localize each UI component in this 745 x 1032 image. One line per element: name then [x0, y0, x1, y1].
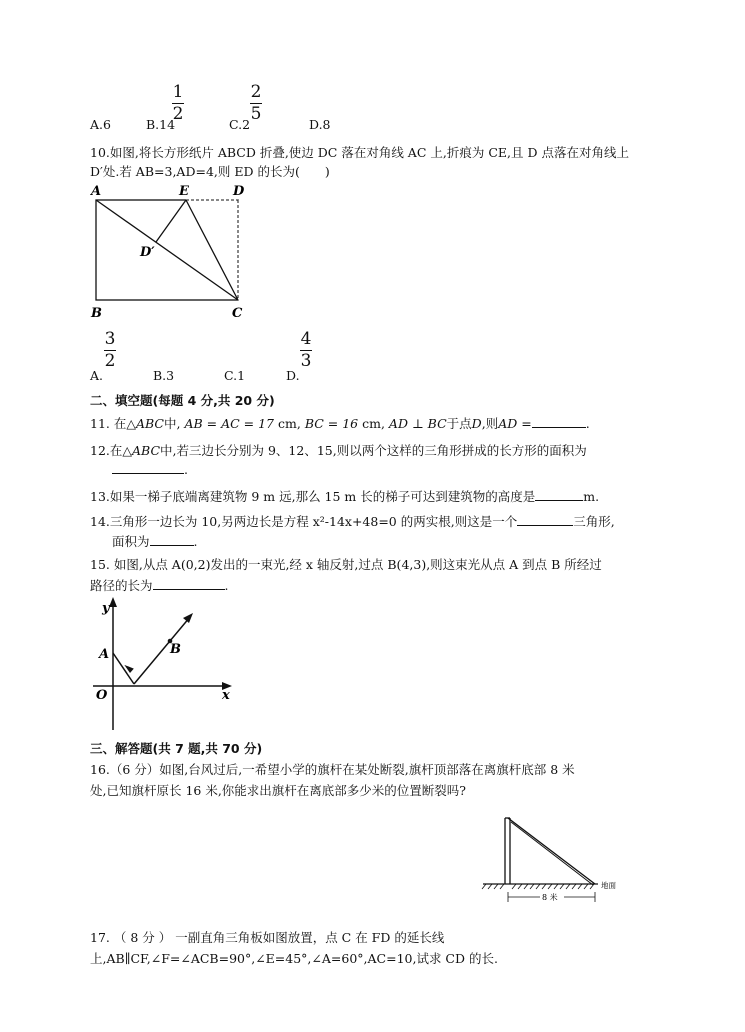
section-heading-solve: 三、解答题(共 7 题,共 70 分) — [90, 741, 263, 756]
q14-line2 — [112, 532, 198, 550]
fraction-numerator: 1 — [172, 82, 184, 102]
q12-line2 — [112, 461, 188, 477]
q11-eq3: AD ⊥ BC — [388, 416, 447, 431]
q17-line1: 17. （ 8 分 ） 一副直角三角板如图放置，点 C 在 FD 的延长线 — [90, 930, 445, 945]
flagpole-broken-part — [508, 818, 595, 884]
label-d-prime: D′ — [140, 245, 155, 260]
q13-end: m. — [583, 489, 600, 504]
q12-prefix: 12.在 — [90, 443, 123, 458]
q13-text: 13.如果一梯子底端离建筑物 9 m 远,那么 15 m 长的梯子可达到建筑物的高度是 — [90, 489, 536, 504]
q14-text: 14.三角形一边长为 10,另两边长是方程 x²-14x+48=0 的两实根,则这是一个 — [90, 514, 518, 529]
q11-unit2: cm, — [362, 416, 385, 431]
q11-triangle: △ABC — [126, 416, 164, 431]
label-e: E — [179, 184, 189, 199]
ground-label: 地面 — [601, 881, 616, 890]
q10-line1: 10.如图,将长方形纸片 ABCD 折叠,使边 DC 落在对角线 AC 上,折痕为 CE,且 D 点落在对角线上 — [90, 145, 629, 160]
q14-area-label: 面积为 — [112, 534, 150, 549]
q15-line1: 15. 如图,从点 A(0,2)发出的一束光,经 x 轴反射,过点 B(4,3),则这束光从点 A 到点 B 所经过 — [90, 557, 602, 572]
q10-option-d-fraction — [300, 330, 312, 371]
fold-line-ce — [186, 200, 238, 300]
q11-line — [90, 414, 590, 432]
q11-eq4: AD = — [498, 416, 532, 431]
q12-text: 中,若三边长分别为 9、12、15,则以两个这样的三角形拼成的长方形的面积为 — [160, 443, 587, 458]
q11-prefix: 11. 在 — [90, 416, 127, 431]
q11-end: . — [585, 416, 590, 431]
diagonal-ac — [96, 200, 238, 300]
q12-end: . — [184, 462, 188, 477]
q15-line2 — [90, 576, 229, 594]
flagpole-broken-part-edge — [511, 822, 593, 885]
q13-answer-blank[interactable] — [535, 488, 583, 501]
fraction-numerator: 2 — [250, 82, 262, 102]
q15-end: . — [224, 578, 229, 593]
q16-flagpole-figure — [478, 812, 638, 907]
fraction-numerator: 3 — [104, 329, 116, 349]
q10-line2: D′处.若 AB=3,AD=4,则 ED 的长为( ) — [90, 164, 330, 179]
q11-point-word: 于点 — [446, 416, 472, 431]
label-o: O — [96, 688, 108, 703]
segment-ed-prime — [156, 200, 186, 242]
q16-line2: 处,已知旗杆原长 16 米,你能求出旗杆在离底部多少米的位置断裂吗? — [90, 783, 467, 798]
q12-triangle: △ABC — [122, 443, 161, 458]
fraction-denominator: 2 — [172, 104, 184, 124]
q9-option-d: D.8 — [309, 117, 331, 132]
label-x: x — [222, 688, 230, 703]
label-c: C — [232, 306, 243, 321]
q17-line2: 上,AB∥CF,∠F=∠ACB=90°,∠E=45°,∠A=60°,AC=10,试求 CD 的长. — [90, 951, 498, 966]
q11-then: ,则 — [481, 416, 499, 431]
q12-line1 — [90, 441, 587, 459]
q10-option-a-fraction — [104, 330, 116, 371]
q10-option-c: C.1 — [224, 368, 246, 383]
y-axis-arrow-icon — [109, 597, 117, 607]
q15-light-reflection-figure — [90, 595, 240, 735]
q10-option-a: A. — [90, 368, 104, 383]
q12-answer-blank[interactable] — [112, 461, 184, 474]
label-a: A — [99, 647, 110, 662]
q14-answer-blank-type[interactable] — [517, 513, 573, 526]
ground-hatching — [482, 884, 594, 889]
q9-option-b-fraction — [172, 83, 184, 124]
label-d: D — [233, 184, 245, 199]
q10-option-d: D. — [286, 368, 300, 383]
label-y: y — [102, 601, 110, 616]
q14-answer-blank-area[interactable] — [150, 533, 194, 546]
label-a: A — [91, 184, 102, 199]
q9-option-c: C.2 — [229, 117, 251, 132]
fraction-numerator: 4 — [300, 329, 312, 349]
q11-eq1: AB = AC = 17 — [184, 416, 275, 431]
q11-eq2: BC = 16 — [304, 416, 359, 431]
distance-label: 8 米 — [542, 893, 558, 902]
q11-unit1: cm, — [278, 416, 301, 431]
q9-option-b: B.14 — [146, 117, 176, 132]
fraction-denominator: 2 — [104, 351, 116, 371]
reflected-ray-arrow-icon — [183, 613, 193, 623]
q14-line1-end: 三角形, — [573, 514, 615, 529]
q9-option-c-fraction — [250, 83, 262, 124]
q11-point-d: D — [471, 416, 482, 431]
q15-path-label: 路径的长为 — [90, 578, 153, 593]
fraction-denominator: 3 — [300, 351, 312, 371]
label-b: B — [170, 642, 181, 657]
q10-option-b: B.3 — [153, 368, 175, 383]
q13-line — [90, 487, 599, 505]
q14-line1 — [90, 512, 615, 530]
q14-end: . — [193, 534, 198, 549]
q15-answer-blank[interactable] — [153, 577, 225, 590]
fraction-denominator: 5 — [250, 104, 262, 124]
q11-answer-blank[interactable] — [532, 415, 586, 428]
q10-rectangle-figure — [85, 180, 255, 325]
q9-option-a: A.6 — [90, 117, 111, 132]
reflected-ray — [134, 617, 190, 684]
q16-line1: 16.（6 分）如图,台风过后,一希望小学的旗杆在某处断裂,旗杆顶部落在离旗杆底部 8 米 — [90, 762, 575, 777]
label-b: B — [91, 306, 102, 321]
section-heading-fill-in: 二、填空题(每题 4 分,共 20 分) — [90, 393, 275, 408]
q11-mid: 中, — [163, 416, 181, 431]
